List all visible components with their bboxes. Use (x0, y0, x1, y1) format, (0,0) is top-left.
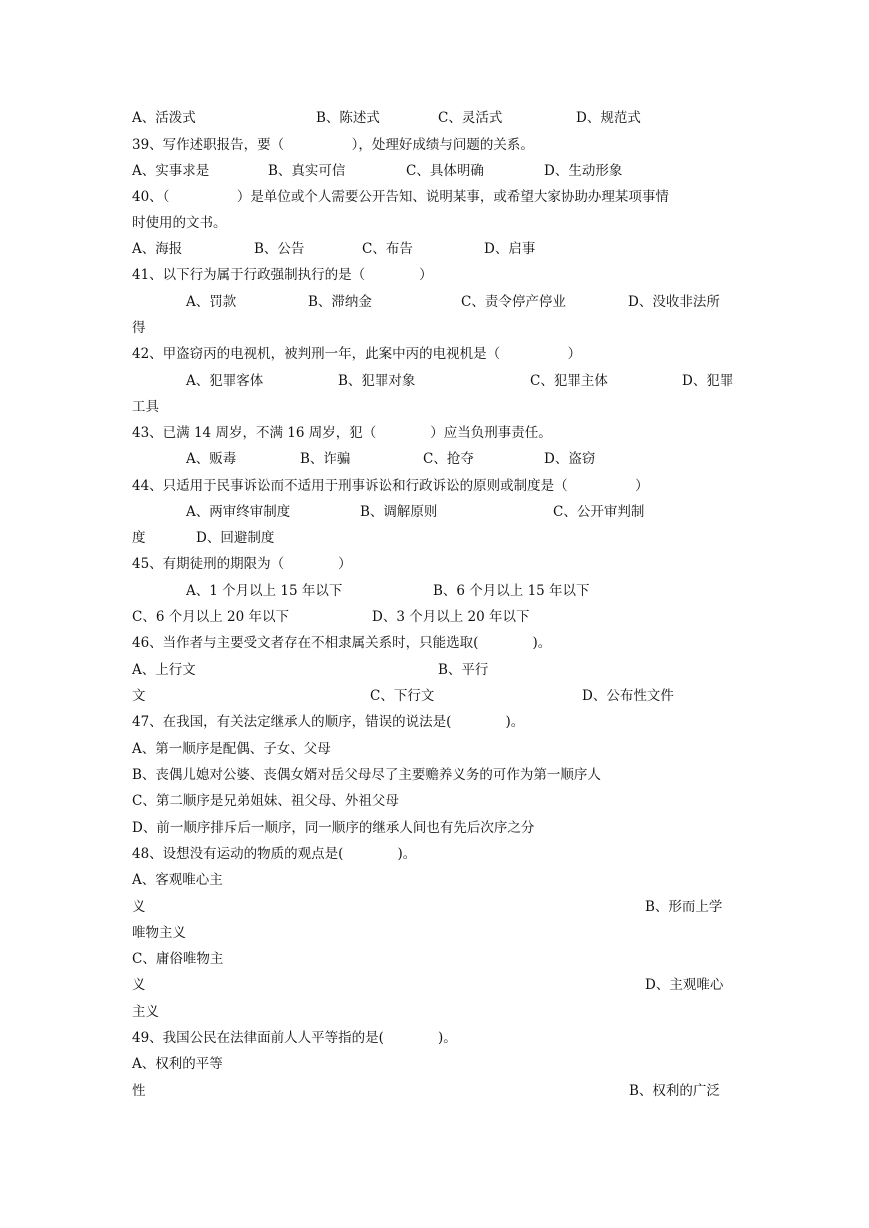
text-line-3-segment-2: B、真实可信 (268, 163, 346, 179)
text-line-11-segment-1: A、犯罪客体 (186, 373, 264, 389)
text-line-5-segment-1: 时使用的文书。 (132, 215, 227, 231)
text-line-8-segment-4: D、没收非法所 (628, 294, 720, 310)
text-line-14-segment-2: B、诈骗 (300, 451, 351, 467)
text-line-17-segment-2: D、回避制度 (196, 530, 275, 546)
text-line-8-segment-2: B、滞纳金 (308, 294, 372, 310)
text-line-6-segment-2: B、公告 (254, 241, 305, 257)
text-line-34-segment-1: 义 (132, 977, 146, 993)
text-line-6-segment-3: C、布告 (362, 241, 413, 257)
text-line-16-segment-3: C、公开审判制 (553, 504, 645, 520)
text-line-20-segment-1: C、6 个月以上 20 年以下 (132, 609, 289, 625)
text-line-18-segment-1: 45、有期徒刑的期限为（ ） (132, 556, 352, 572)
text-line-37-segment-1: A、权利的平等 (132, 1056, 223, 1072)
text-line-26-segment-1: B、丧偶儿媳对公婆、丧偶女婿对岳父母尽了主要赡养义务的可作为第一顺序人 (132, 767, 601, 783)
text-line-35-segment-1: 主义 (132, 1004, 159, 1020)
text-line-15-segment-1: 44、只适用于民事诉讼而不适用于刑事诉讼和行政诉讼的原则或制度是（ ） (132, 478, 649, 494)
text-line-30-segment-1: A、客观唯心主 (132, 872, 223, 888)
text-line-14-segment-3: C、抢夺 (423, 451, 474, 467)
text-line-11-segment-3: C、犯罪主体 (530, 373, 608, 389)
text-line-4-segment-1: 40、（ ）是单位或个人需要公开告知、说明某事，或希望大家协助办理某项事情 (132, 189, 669, 205)
text-line-17-segment-1: 度 (132, 530, 146, 546)
text-line-28-segment-1: D、前一顺序排斥后一顺序，同一顺序的继承人间也有先后次序之分 (132, 820, 535, 836)
text-line-9-segment-1: 得 (132, 320, 146, 336)
text-line-16-segment-1: A、两审终审制度 (186, 504, 291, 520)
text-line-7-segment-1: 41、以下行为属于行政强制执行的是（ ） (132, 267, 433, 283)
text-line-16-segment-2: B、调解原则 (360, 504, 438, 520)
text-line-24-segment-1: 47、在我国，有关法定继承人的顺序，错误的说法是( )。 (132, 714, 525, 730)
text-line-23-segment-1: 文 (132, 688, 146, 704)
text-line-3-segment-3: C、具体明确 (406, 163, 484, 179)
text-line-34-segment-2: D、主观唯心 (645, 977, 724, 993)
text-line-1-segment-4: D、规范式 (576, 110, 641, 126)
text-line-36-segment-1: 49、我国公民在法律面前人人平等指的是( )。 (132, 1030, 457, 1046)
text-line-8-segment-1: A、罚款 (186, 294, 237, 310)
text-line-11-segment-4: D、犯罪 (682, 373, 734, 389)
text-line-38-segment-2: B、权利的广泛 (629, 1083, 720, 1099)
text-line-23-segment-3: D、公布性文件 (582, 688, 674, 704)
text-line-6-segment-4: D、启事 (484, 241, 536, 257)
text-line-8-segment-3: C、责令停产停业 (461, 294, 566, 310)
text-line-32-segment-1: 唯物主义 (132, 925, 186, 941)
text-line-27-segment-1: C、第二顺序是兄弟姐妹、祖父母、外祖父母 (132, 793, 399, 809)
text-line-1-segment-1: A、活泼式 (132, 110, 196, 126)
text-line-22-segment-1: A、上行文 (132, 662, 196, 678)
text-line-11-segment-2: B、犯罪对象 (338, 373, 416, 389)
text-line-33-segment-1: C、庸俗唯物主 (132, 951, 224, 967)
text-line-31-segment-1: 义 (132, 899, 146, 915)
text-line-29-segment-1: 48、设想没有运动的物质的观点是( )。 (132, 846, 417, 862)
text-line-23-segment-2: C、下行文 (370, 688, 435, 704)
text-line-14-segment-4: D、盗窃 (544, 451, 596, 467)
text-line-2-segment-1: 39、写作述职报告，要（ ），处理好成绩与问题的关系。 (132, 137, 534, 153)
text-line-1-segment-3: C、灵活式 (438, 110, 503, 126)
text-line-20-segment-2: D、3 个月以上 20 年以下 (372, 609, 530, 625)
text-line-25-segment-1: A、第一顺序是配偶、子女、父母 (132, 741, 331, 757)
text-line-19-segment-2: B、6 个月以上 15 年以下 (433, 583, 590, 599)
text-line-21-segment-1: 46、当作者与主要受文者存在不相隶属关系时，只能选取( )。 (132, 635, 552, 651)
text-line-14-segment-1: A、贩毒 (186, 451, 237, 467)
text-line-19-segment-1: A、1 个月以上 15 年以下 (186, 583, 343, 599)
text-line-31-segment-2: B、形而上学 (645, 899, 723, 915)
text-line-38-segment-1: 性 (132, 1083, 146, 1099)
text-line-6-segment-1: A、海报 (132, 241, 183, 257)
text-line-10-segment-1: 42、甲盗窃丙的电视机，被判刑一年，此案中丙的电视机是（ ） (132, 346, 582, 362)
text-line-12-segment-1: 工具 (132, 399, 159, 415)
text-line-1-segment-2: B、陈述式 (316, 110, 380, 126)
text-line-3-segment-4: D、生动形象 (544, 163, 623, 179)
text-line-3-segment-1: A、实事求是 (132, 163, 210, 179)
text-line-22-segment-2: B、平行 (438, 662, 489, 678)
text-line-13-segment-1: 43、已满 14 周岁，不满 16 周岁，犯（ ）应当负刑事责任。 (132, 425, 552, 441)
